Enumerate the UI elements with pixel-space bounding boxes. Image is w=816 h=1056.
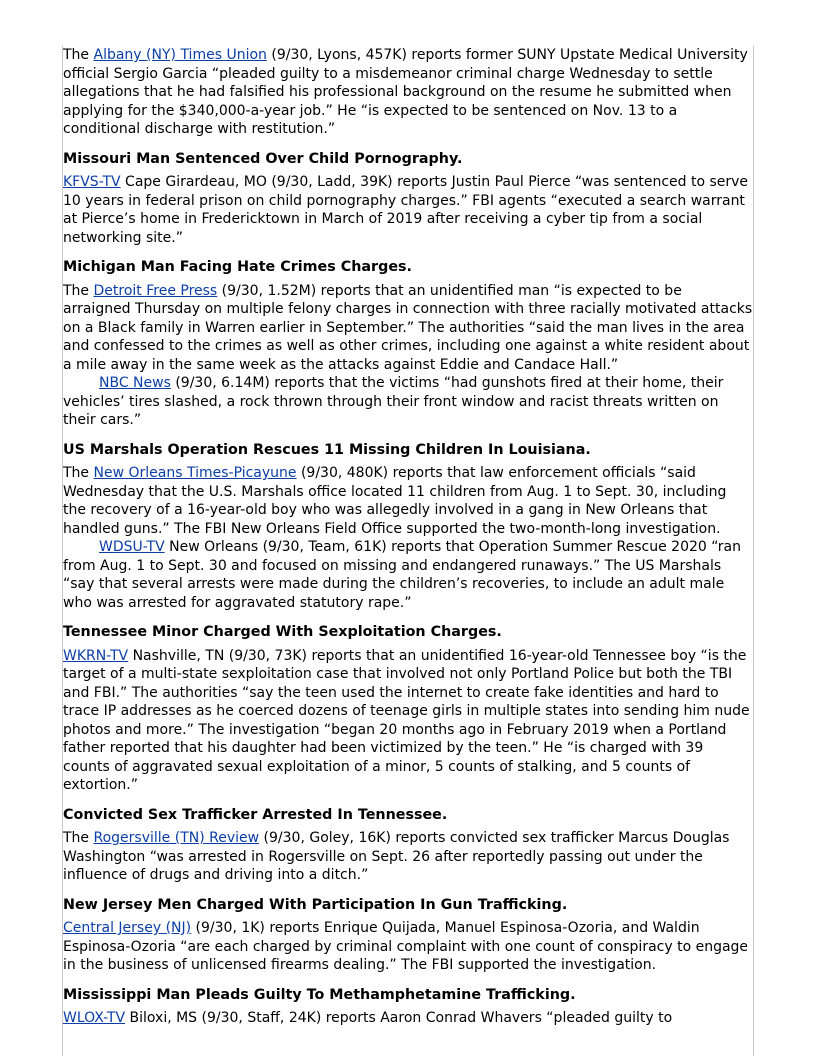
article-headline: Missouri Man Sentenced Over Child Pornography.	[63, 150, 463, 167]
article-paragraph	[63, 374, 753, 430]
paragraph-text: Cape Girardeau, MO (9/30, Ladd, 39K) reports Justin Paul Pierce “was sentenced to serve 10 years in federal prison on child pornography charges.” FBI agents “executed a search warrant at Pierce’s home in Fredericktown in March of 2019 after receiving a cyber tip from a social networking site.”	[63, 174, 749, 246]
article-headline: US Marshals Operation Rescues 11 Missing Children In Louisiana.	[63, 441, 591, 458]
paragraph-text: Nashville, TN (9/30, 73K) reports that an unidentified 16-year-old Tennessee boy “is the target of a multi-state sexploitation case that involved not only Portland Police but both the TBI and FBI.” The authorities “say the teen used the internet to create fake identities and hard to trace IP addresses as he coerced dozens of teenage girls in multiple states into sending him nude photos and more.” The investigation “began 20 months ago in February 2019 when a Portland father reported that his daughter had been victimized by the teen.” He “is charged with 39 counts of aggravated sexual exploitation of a minor, 5 counts of stalking, and 5 counts of extortion.”	[63, 647, 750, 793]
document-body	[63, 46, 753, 1028]
paragraph-text: (9/30, 1K) reports Enrique Quijada, Manuel Espinosa-Ozoria, and Waldin Espinosa-Ozoria “are each charged by criminal complaint with one count of conspiracy to engage in the business of unlicensed firearms dealing.” The FBI supported the investigation.	[63, 920, 749, 973]
paragraph-text: New Orleans (9/30, Team, 61K) reports that Operation Summer Rescue 2020 “ran from Aug. 1 to Sept. 30 and focused on missing and endangered runaways.” The US Marshals “say that several arrests were made during the children’s recoveries, to include an adult male who was arrested for aggravated statutory rape.”	[63, 539, 741, 611]
article-paragraph	[63, 282, 753, 375]
source-link[interactable]: New Orleans Times-Picayune	[93, 465, 297, 481]
paragraph-text: (9/30, 6.14M) reports that the victims “had gunshots fired at their home, their vehicles’ tires slashed, a rock thrown through their front window and racist threats written on their cars.”	[63, 375, 724, 428]
article-headline: Michigan Man Facing Hate Crimes Charges.	[63, 259, 412, 275]
source-link[interactable]: Rogersville (TN) Review	[93, 830, 260, 846]
article-paragraph	[63, 173, 753, 247]
article-paragraph	[63, 1009, 753, 1028]
paragraph-text: Biloxi, MS (9/30, Staff, 24K) reports Aaron Conrad Whavers “pleaded guilty to	[125, 1010, 673, 1026]
article-headline: Tennessee Minor Charged With Sexploitation Charges.	[63, 624, 502, 640]
article-paragraph	[63, 464, 753, 538]
intro-paragraph: The Albany (NY) Times Union (9/30, Lyons, 457K) reports former SUNY Upstate Medical University official Sergio Garcia “pleaded guilty to a misdemeanor criminal charge Wednesday to settle allegations that he had falsified his professional background on the resume he submitted when applying for the $340,000-a-year job.” He “is expected to be sentenced on Nov. 13 to a conditional discharge with restitution.”	[63, 47, 748, 137]
article-paragraph	[63, 538, 753, 612]
article-paragraph	[63, 647, 753, 795]
paragraph-prefix: The	[63, 282, 94, 299]
article-paragraph	[63, 829, 753, 885]
paragraph-prefix: The	[63, 465, 94, 481]
page	[62, 46, 754, 1056]
article-headline: Convicted Sex Trafficker Arrested In Tennessee.	[63, 806, 448, 823]
article-headline: New Jersey Men Charged With Participation In Gun Trafficking.	[63, 896, 568, 913]
source-link[interactable]: KFVS-TV	[63, 174, 121, 190]
source-link[interactable]: Detroit Free Press	[93, 282, 218, 299]
paragraph-prefix: The	[63, 830, 94, 846]
source-link[interactable]: WKRN-TV	[63, 647, 129, 664]
source-link[interactable]: NBC News	[99, 375, 171, 391]
source-link[interactable]: WDSU-TV	[99, 539, 165, 555]
paragraph-text: (9/30, Lyons, 457K) reports former SUNY Upstate Medical University official Sergio Garcia “pleaded guilty to a misdemeanor criminal charge Wednesday to settle allegations that he had falsified his professional background on the resume he submitted when applying for the $340,000-a-year job.” He “is expected to be sentenced on Nov. 13 to a conditional discharge with restitution.”	[63, 47, 748, 137]
article-paragraph	[63, 919, 753, 975]
paragraph-text: (9/30, Goley, 16K) reports convicted sex trafficker Marcus Douglas Washington “was arrested in Rogersville on Sept. 26 after reportedly passing out under the influence of drugs and driving into a ditch.”	[63, 830, 730, 883]
paragraph-text: (9/30, 480K) reports that law enforcement officials “said Wednesday that the U.S. Marshals office located 11 children from Aug. 1 to Sept. 30, including the recovery of a 16-year-old boy who was allegedly involved in a gang in New Orleans that handled guns.” The FBI New Orleans Field Office supported the two-month-long investigation.	[63, 465, 727, 537]
paragraph-text: (9/30, 1.52M) reports that an unidentified man “is expected to be arraigned Thursday on multiple felony charges in connection with three racially motivated attacks on a Black family in Warren earlier in September.” The authorities “said the man lives in the area and confessed to the crimes as well as other crimes, including one against a white resident about a mile away in the same week as the attacks against Eddie and Candace Hall.”	[63, 282, 753, 373]
source-link[interactable]: WLOX-TV	[63, 1010, 126, 1026]
article-headline: Mississippi Man Pleads Guilty To Methamphetamine Trafficking.	[63, 986, 576, 1003]
source-link[interactable]: Central Jersey (NJ)	[63, 920, 192, 936]
source-link[interactable]: Albany (NY) Times Union	[93, 47, 267, 63]
